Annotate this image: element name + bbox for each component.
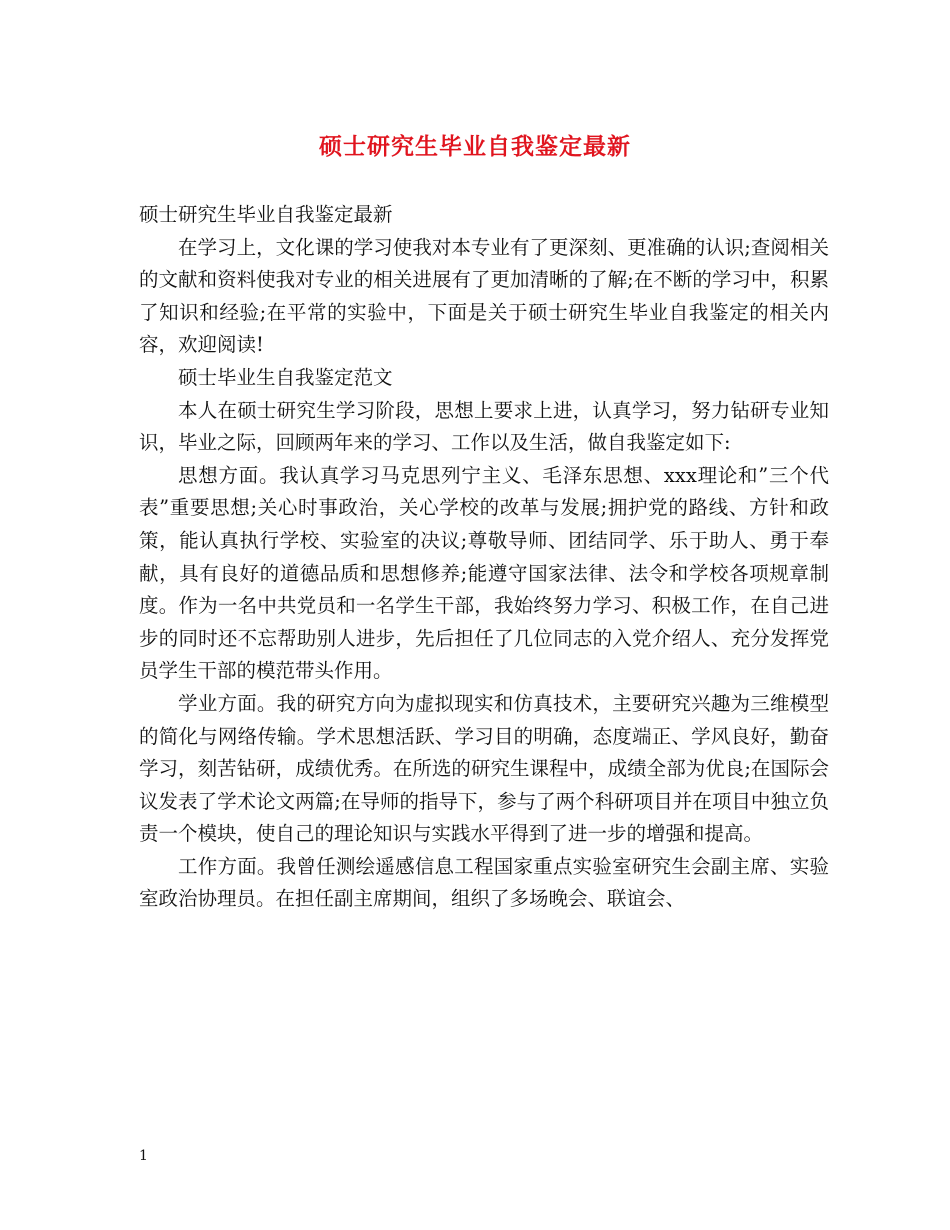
paragraph-opening: 本人在硕士研究生学习阶段，思想上要求上进，认真学习，努力钻研专业知识，毕业之际，回顾两年来的学习、工作以及生活，做自我鉴定如下: — [139, 398, 829, 455]
paragraph-intro: 在学习上，文化课的学习使我对本专业有了更深刻、更准确的认识;查阅相关的文献和资料使我对专业的相关进展有了更加清晰的了解;在不断的学习中，积累了知识和经验;在平常的实验中，下面是关于硕士研究生毕业自我鉴定的相关内容，欢迎阅读! — [139, 235, 829, 357]
page-number: 1 — [139, 1148, 148, 1164]
document-title: 硕士研究生毕业自我鉴定最新 — [319, 133, 631, 160]
paragraph-academics: 学业方面。我的研究方向为虚拟现实和仿真技术，主要研究兴趣为三维模型的简化与网络传输。学术思想活跃、学习目的明确，态度端正、学风良好，勤奋学习，刻苦钻研，成绩优秀。在所选的研究生课程中，成绩全部为优良;在国际会议发表了学术论文两篇;在导师的指导下，参与了两个科研项目并在项目中独立负责一个模块，使自己的理论知识与实践水平得到了进一步的增强和提高。 — [139, 691, 829, 846]
document-body — [139, 199, 829, 916]
paragraph-work: 工作方面。我曾任测绘遥感信息工程国家重点实验室研究生会副主席、实验室政治协理员。在担任副主席期间，组织了多场晚会、联谊会、 — [139, 854, 829, 911]
paragraph-heading: 硕士研究生毕业自我鉴定最新 — [139, 203, 393, 226]
paragraph-ideology: 思想方面。我认真学习马克思列宁主义、毛泽东思想、xxx理论和”三个代表”重要思想;关心时事政治，关心学校的改革与发展;拥护党的路线、方针和政策，能认真执行学校、实验室的决议;尊敬导师、团结同学、乐于助人、勇于奉献，具有良好的道德品质和思想修养;能遵守国家法律、法令和学校各项规章制度。作为一名中共党员和一名学生干部，我始终努力学习、积极工作，在自己进步的同时还不忘帮助别人进步，先后担任了几位同志的入党介绍人、充分发挥党员学生干部的模范带头作用。 — [139, 463, 829, 683]
paragraph-subtitle: 硕士毕业生自我鉴定范文 — [178, 365, 393, 389]
